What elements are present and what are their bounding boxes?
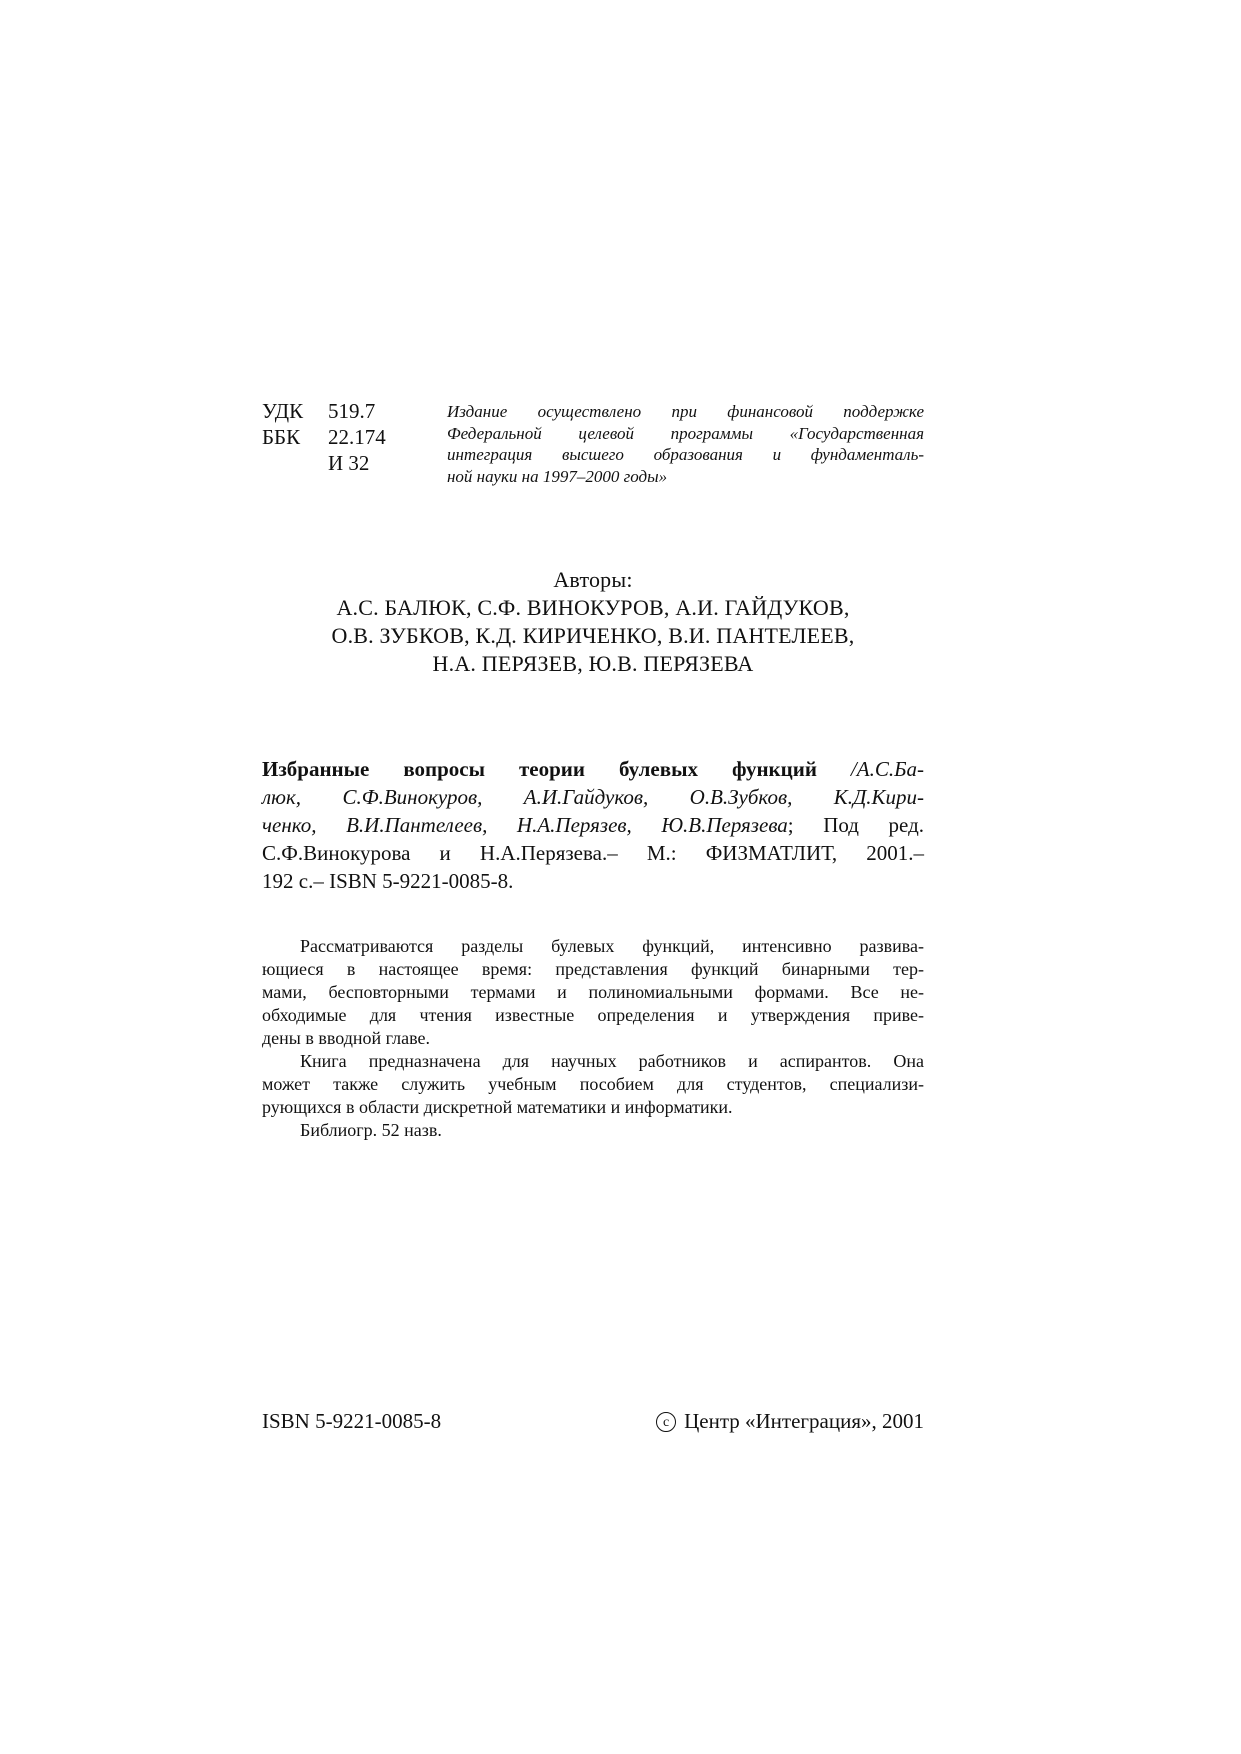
- code-label: [262, 450, 328, 476]
- code-value: 22.174: [328, 425, 386, 449]
- abstract-line: Библиогр. 52 назв.: [300, 1120, 442, 1140]
- funding-line: интеграция высшего образования и фундаменталь-: [447, 445, 924, 464]
- copyright-icon: c: [656, 1412, 676, 1432]
- biblio-line: 192 с.– ISBN 5-9221-0085-8.: [262, 869, 514, 893]
- footer: [262, 1408, 924, 1434]
- funding-line: ной науки на 1997–2000 годы»: [447, 466, 668, 486]
- abstract: [262, 935, 924, 1142]
- copyright-text: Центр «Интеграция», 2001: [684, 1409, 924, 1433]
- funding-line: Издание осуществлено при финансовой поддержке: [447, 402, 924, 421]
- biblio-line: [262, 783, 924, 811]
- biblio-editors-start: ; Под ред.: [787, 813, 925, 837]
- abstract-line: мами, бесповторными термами и полиномиальными формами. Все не-: [262, 982, 924, 1002]
- abstract-line: рующихся в области дискретной математики и информатики.: [262, 1097, 733, 1117]
- udc-code: [262, 398, 386, 424]
- biblio-line: С.Ф.Винокурова и Н.А.Перязева.– М.: ФИЗМАТЛИТ, 2001.–: [262, 841, 924, 865]
- book-title: Избранные вопросы теории булевых функций: [262, 757, 817, 781]
- abstract-line: Рассматриваются разделы булевых функций, интенсивно развива-: [300, 936, 924, 956]
- abstract-line: ющиеся в настоящее время: представления функций бинарными тер-: [262, 959, 924, 979]
- authors-heading: Авторы:: [553, 567, 633, 592]
- biblio-authors-end: ченко, В.И.Пантелеев, Н.А.Перязев, Ю.В.Перязева: [262, 813, 788, 837]
- author-mark: [262, 450, 386, 476]
- code-label: УДК: [262, 399, 304, 423]
- abstract-line: может также служить учебным пособием для студентов, специализи-: [262, 1074, 924, 1094]
- biblio-line: [262, 811, 924, 839]
- copyright: [656, 1408, 924, 1434]
- isbn: ISBN 5-9221-0085-8: [262, 1409, 442, 1433]
- abstract-line: Книга предназначена для научных работников и аспирантов. Она: [300, 1051, 924, 1071]
- authors-line: Н.А. ПЕРЯЗЕВ, Ю.В. ПЕРЯЗЕВА: [432, 651, 754, 676]
- authors-line: О.В. ЗУБКОВ, К.Д. КИРИЧЕНКО, В.И. ПАНТЕЛЕЕВ,: [331, 623, 855, 648]
- authors-block: [262, 566, 924, 678]
- classification-codes: [262, 398, 386, 476]
- biblio-authors-middle: люк, С.Ф.Винокуров, А.И.Гайдуков, О.В.Зубков, К.Д.Кири-: [262, 785, 924, 809]
- funding-line: Федеральной целевой программы «Государственная: [447, 423, 924, 443]
- funding-note: [447, 401, 924, 487]
- biblio-authors-start: /А.С.Ба-: [816, 757, 924, 781]
- biblio-line: [262, 755, 924, 783]
- code-value: И 32: [328, 451, 370, 475]
- code-value: 519.7: [328, 399, 376, 423]
- abstract-line: обходимые для чтения известные определения и утверждения приве-: [262, 1005, 924, 1025]
- abstract-line: дены в вводной главе.: [262, 1028, 430, 1048]
- bbk-code: [262, 424, 386, 450]
- authors-line: А.С. БАЛЮК, С.Ф. ВИНОКУРОВ, А.И. ГАЙДУКОВ,: [336, 595, 850, 620]
- code-label: ББК: [262, 425, 301, 449]
- bibliographic-description: [262, 755, 924, 895]
